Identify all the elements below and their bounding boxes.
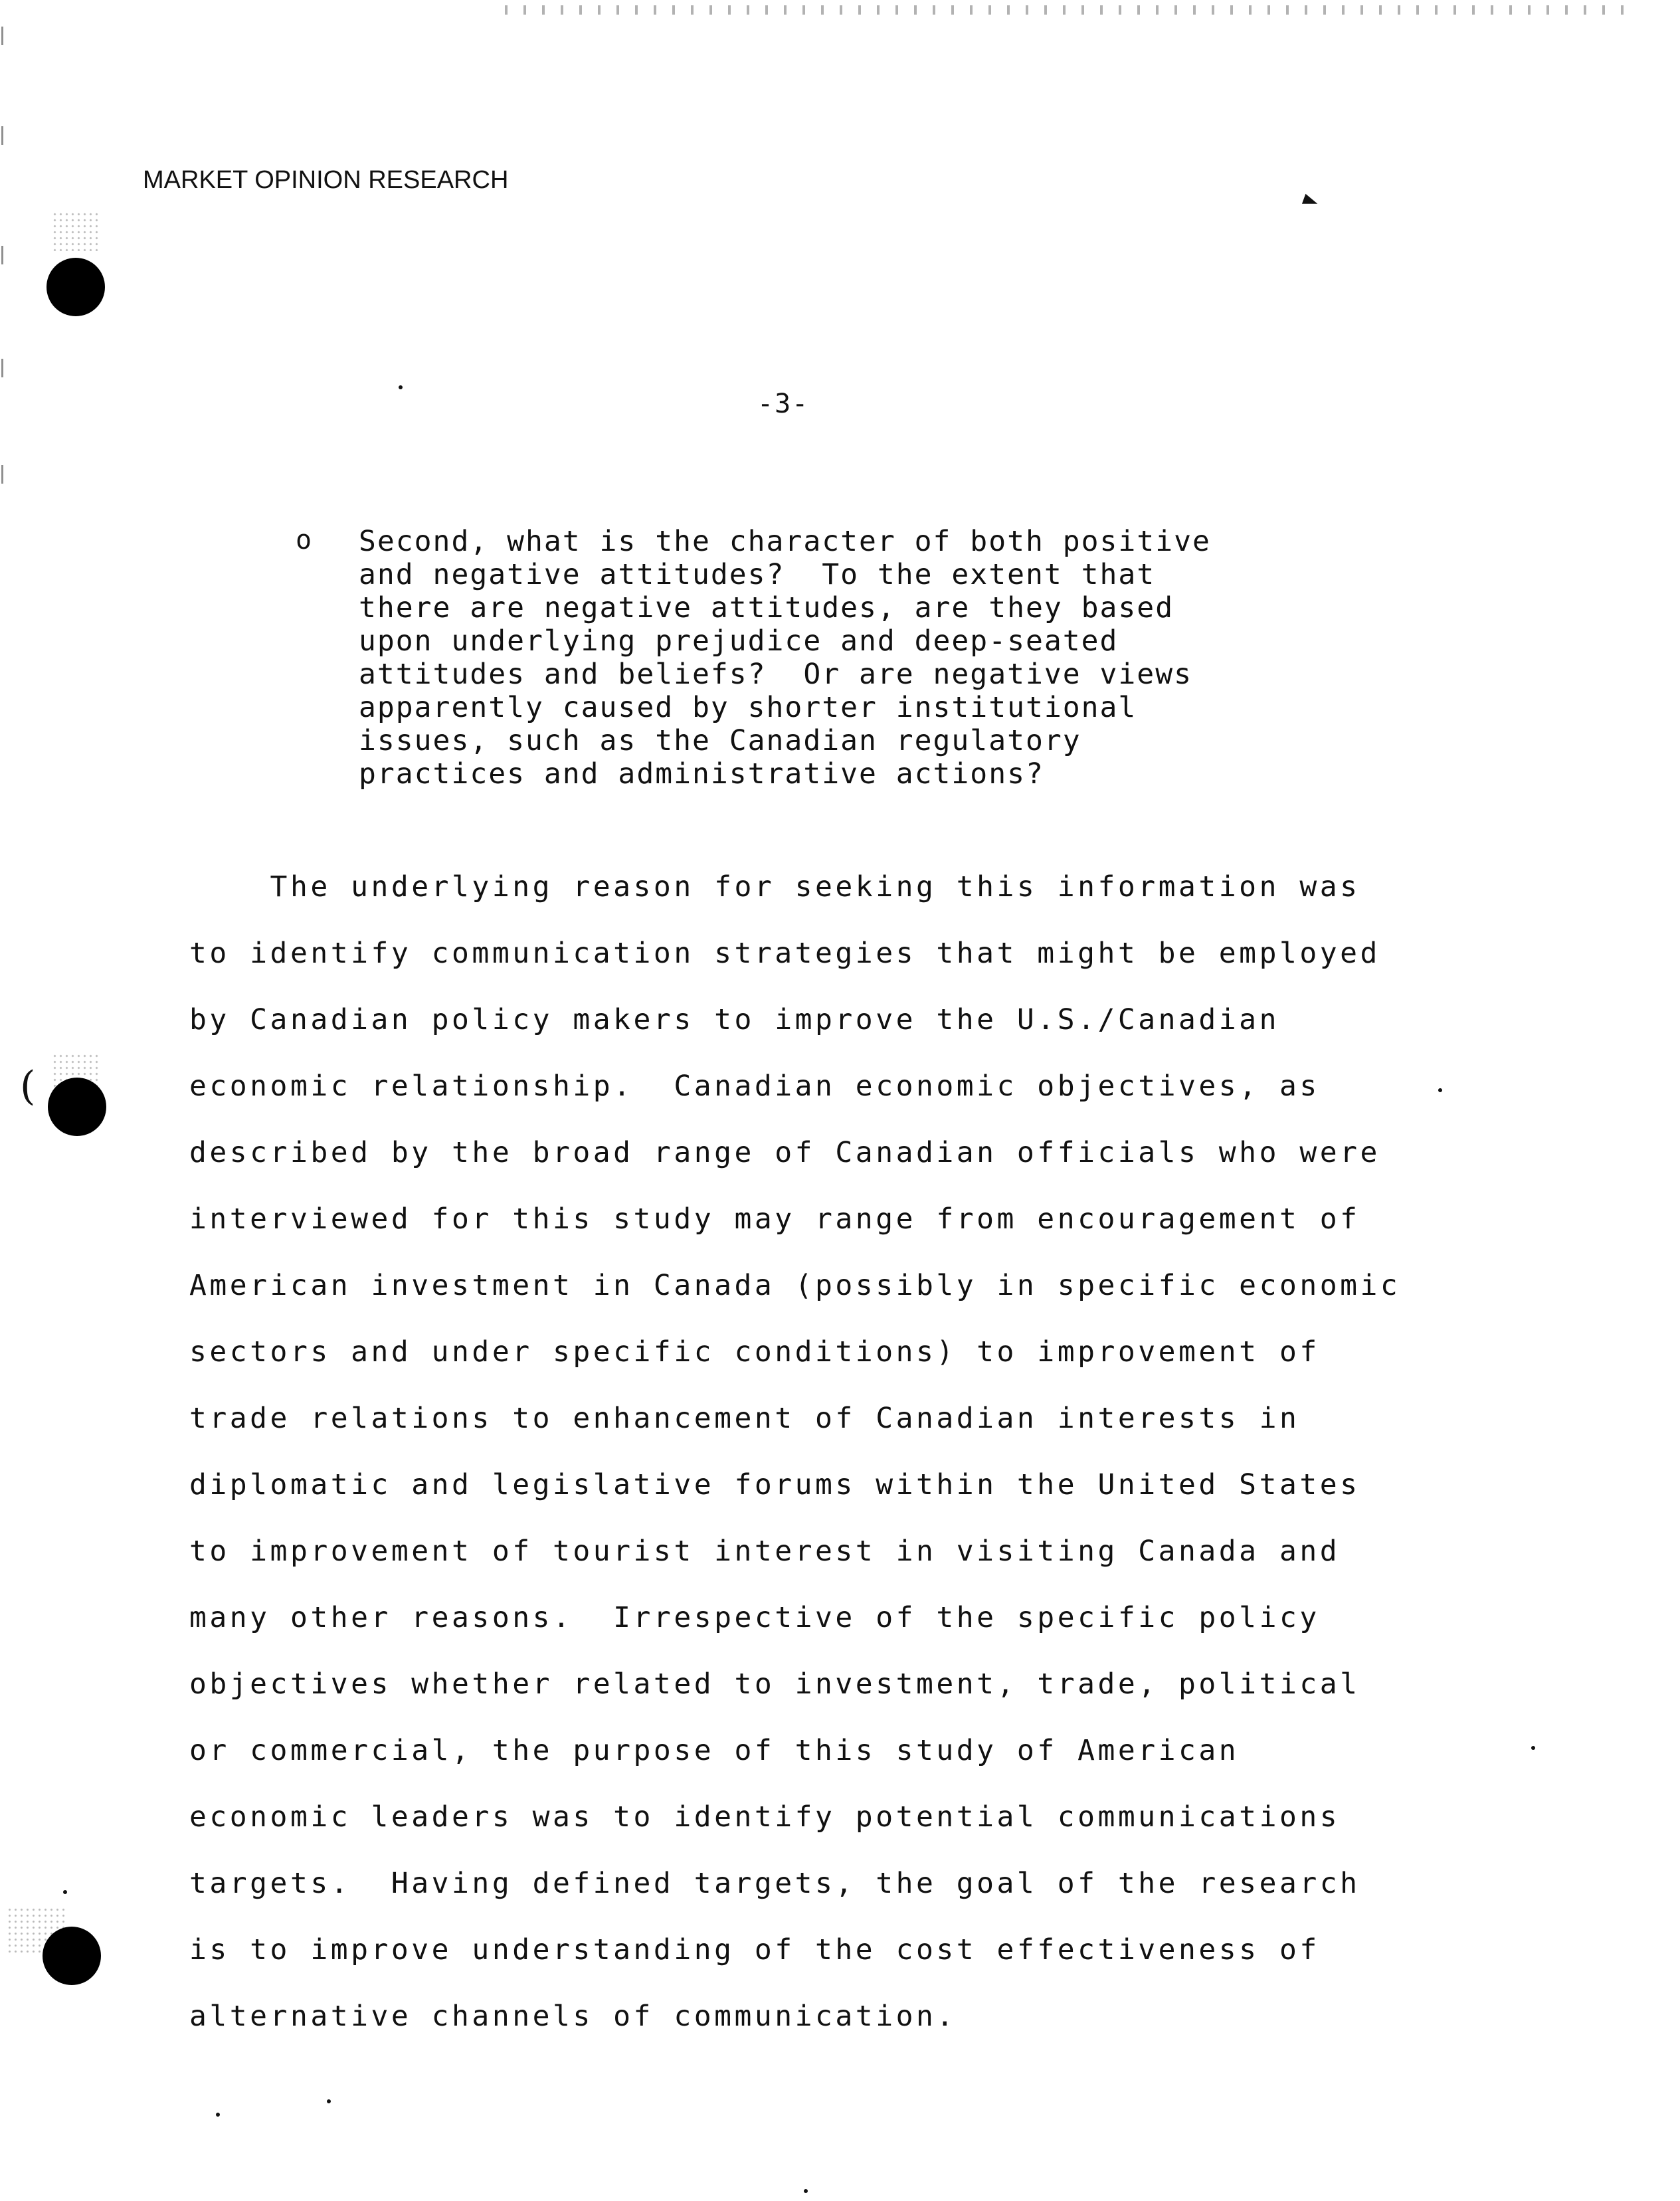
bullet-line: issues, such as the Canadian regulatory [359,724,1081,757]
speck-dot [63,1890,67,1894]
arrow-mark [1302,194,1319,209]
paragraph-line: is to improve understanding of the cost effectiveness of [189,1933,1320,1966]
paragraph-line: many other reasons. Irrespective of the specific policy [189,1601,1320,1634]
paragraph-line: or commercial, the purpose of this study of American [189,1734,1240,1767]
paragraph-line: alternative channels of communication. [189,2000,957,2033]
scan-mark: ( [20,1063,36,1109]
bullet-line: practices and administrative actions? [359,757,1044,791]
speck-dot [216,2113,220,2117]
paragraph-line: to identify communication strategies that might be employed [189,937,1380,970]
bullet-line: there are negative attitudes, are they based [359,591,1174,624]
margin-tick [1,465,3,484]
scan-noise-top [505,5,1634,15]
paragraph-line: economic leaders was to identify potential communications [189,1800,1341,1834]
margin-tick [1,359,3,377]
paragraph-line: interviewed for this study may range from encouragement of [189,1202,1360,1236]
paragraph-line: objectives whether related to investment, trade, political [189,1668,1360,1701]
paragraph-line: The underlying reason for seeking this information was [189,870,1360,904]
paragraph-line: described by the broad range of Canadian officials who were [189,1136,1380,1169]
paragraph-line: targets. Having defined targets, the goal of the research [189,1867,1360,1900]
paragraph-line: diplomatic and legislative forums within the United States [189,1468,1360,1501]
page-number: -3- [757,389,810,419]
bullet-line: upon underlying prejudice and deep-seated [359,624,1119,658]
bullet-line: and negative attitudes? To the extent that [359,558,1156,591]
speck-dot [1531,1746,1535,1750]
punch-hole [43,1927,101,1985]
paragraph-line: American investment in Canada (possibly in specific economic [189,1269,1401,1302]
paragraph-line: economic relationship. Canadian economic objectives, as [189,1070,1320,1103]
bullet-line: Second, what is the character of both positive [359,525,1211,558]
paragraph-line: trade relations to enhancement of Canadian interests in [189,1402,1300,1435]
bullet-line: apparently caused by shorter institutional [359,691,1137,724]
speck-dot [804,2189,808,2193]
bullet-text [359,525,1355,791]
speck-dot [399,385,403,389]
punch-hole [48,1078,106,1136]
bullet-line: attitudes and beliefs? Or are negative views [359,658,1192,691]
paragraph-line: to improvement of tourist interest in visiting Canada and [189,1535,1341,1568]
letterhead: MARKET OPINION RESEARCH [143,166,509,194]
speck-dot [327,2099,331,2103]
paragraph-line: by Canadian policy makers to improve the U.S./Canadian [189,1003,1279,1036]
bullet-marker: o [296,525,312,555]
paragraph-line: sectors and under specific conditions) to improvement of [189,1335,1320,1369]
margin-tick [1,126,3,145]
margin-tick [1,27,3,45]
speck-cluster [52,211,98,251]
punch-hole [47,258,105,316]
margin-tick [1,246,3,264]
body-paragraph [189,854,1451,2050]
